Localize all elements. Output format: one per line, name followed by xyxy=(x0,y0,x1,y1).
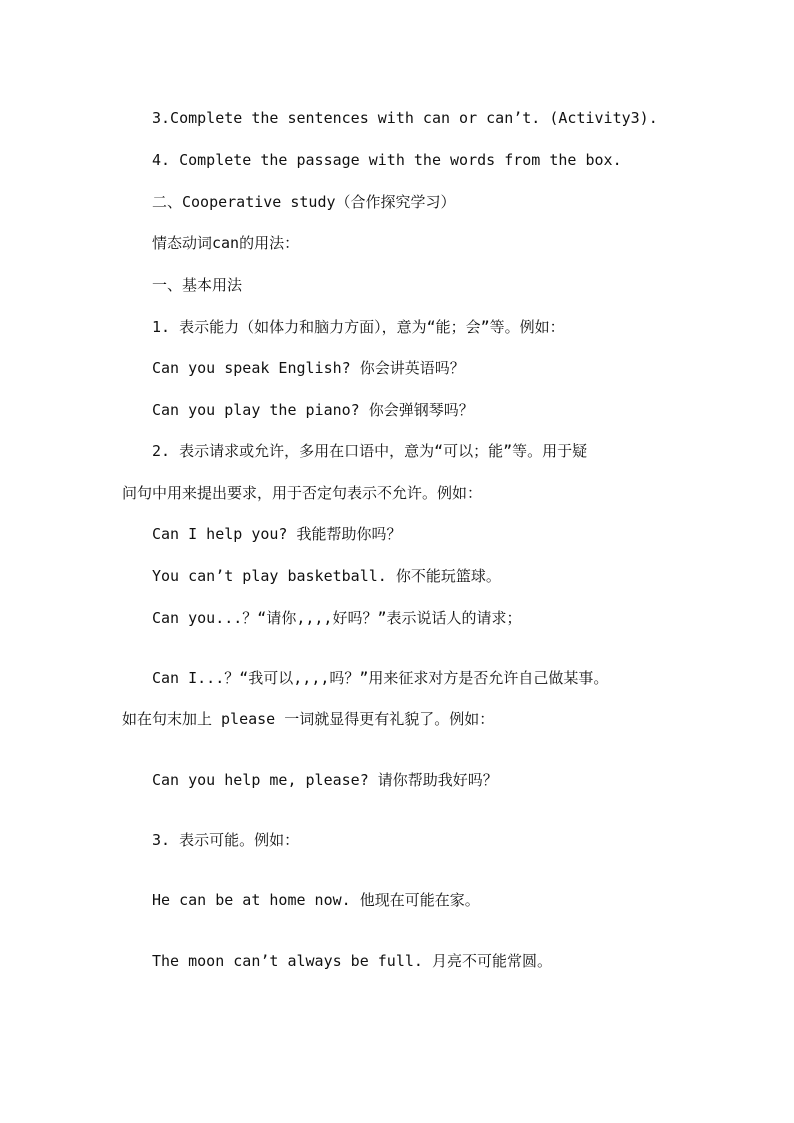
example-line: He can be at home now. 他现在可能在家。 xyxy=(152,891,480,909)
section-heading-cooperative-study: 二、Cooperative study（合作探究学习） xyxy=(152,193,456,211)
usage-note-continuation: 如在句末加上 please 一词就显得更有礼貌了。例如： xyxy=(122,710,495,728)
example-line: Can you...？“请你,,,,好吗？”表示说话人的请求； xyxy=(152,609,522,627)
example-line: Can I help you? 我能帮助你吗？ xyxy=(152,525,402,543)
usage-2-text: 2. 表示请求或允许，多用在口语中，意为“可以；能”等。用于疑 xyxy=(152,442,588,460)
example-line: Can you help me, please? 请你帮助我好吗？ xyxy=(152,771,498,789)
usage-2-continuation: 问句中用来提出要求，用于否定句表示不允许。例如： xyxy=(122,484,483,502)
example-line: Can you play the piano? 你会弹钢琴吗？ xyxy=(152,401,474,419)
topic-heading: 情态动词can的用法： xyxy=(152,234,300,252)
subsection-heading-basic-usage: 一、基本用法 xyxy=(152,276,243,294)
usage-3-text: 3. 表示可能。例如： xyxy=(152,831,300,849)
example-line: You can’t play basketball. 你不能玩篮球。 xyxy=(152,567,501,585)
example-line: The moon can’t always be full. 月亮不可能常圆。 xyxy=(152,952,552,970)
example-line: Can I...？“我可以,,,,吗？”用来征求对方是否允许自己做某事。 xyxy=(152,669,609,687)
exercise-4-line: 4. Complete the passage with the words from the box. xyxy=(152,151,622,169)
usage-1-text: 1. 表示能力（如体力和脑力方面），意为“能；会”等。例如： xyxy=(152,318,565,336)
exercise-3-line: 3.Complete the sentences with can or can’t. (Activity3). xyxy=(152,109,658,127)
example-line: Can you speak English? 你会讲英语吗？ xyxy=(152,359,465,377)
